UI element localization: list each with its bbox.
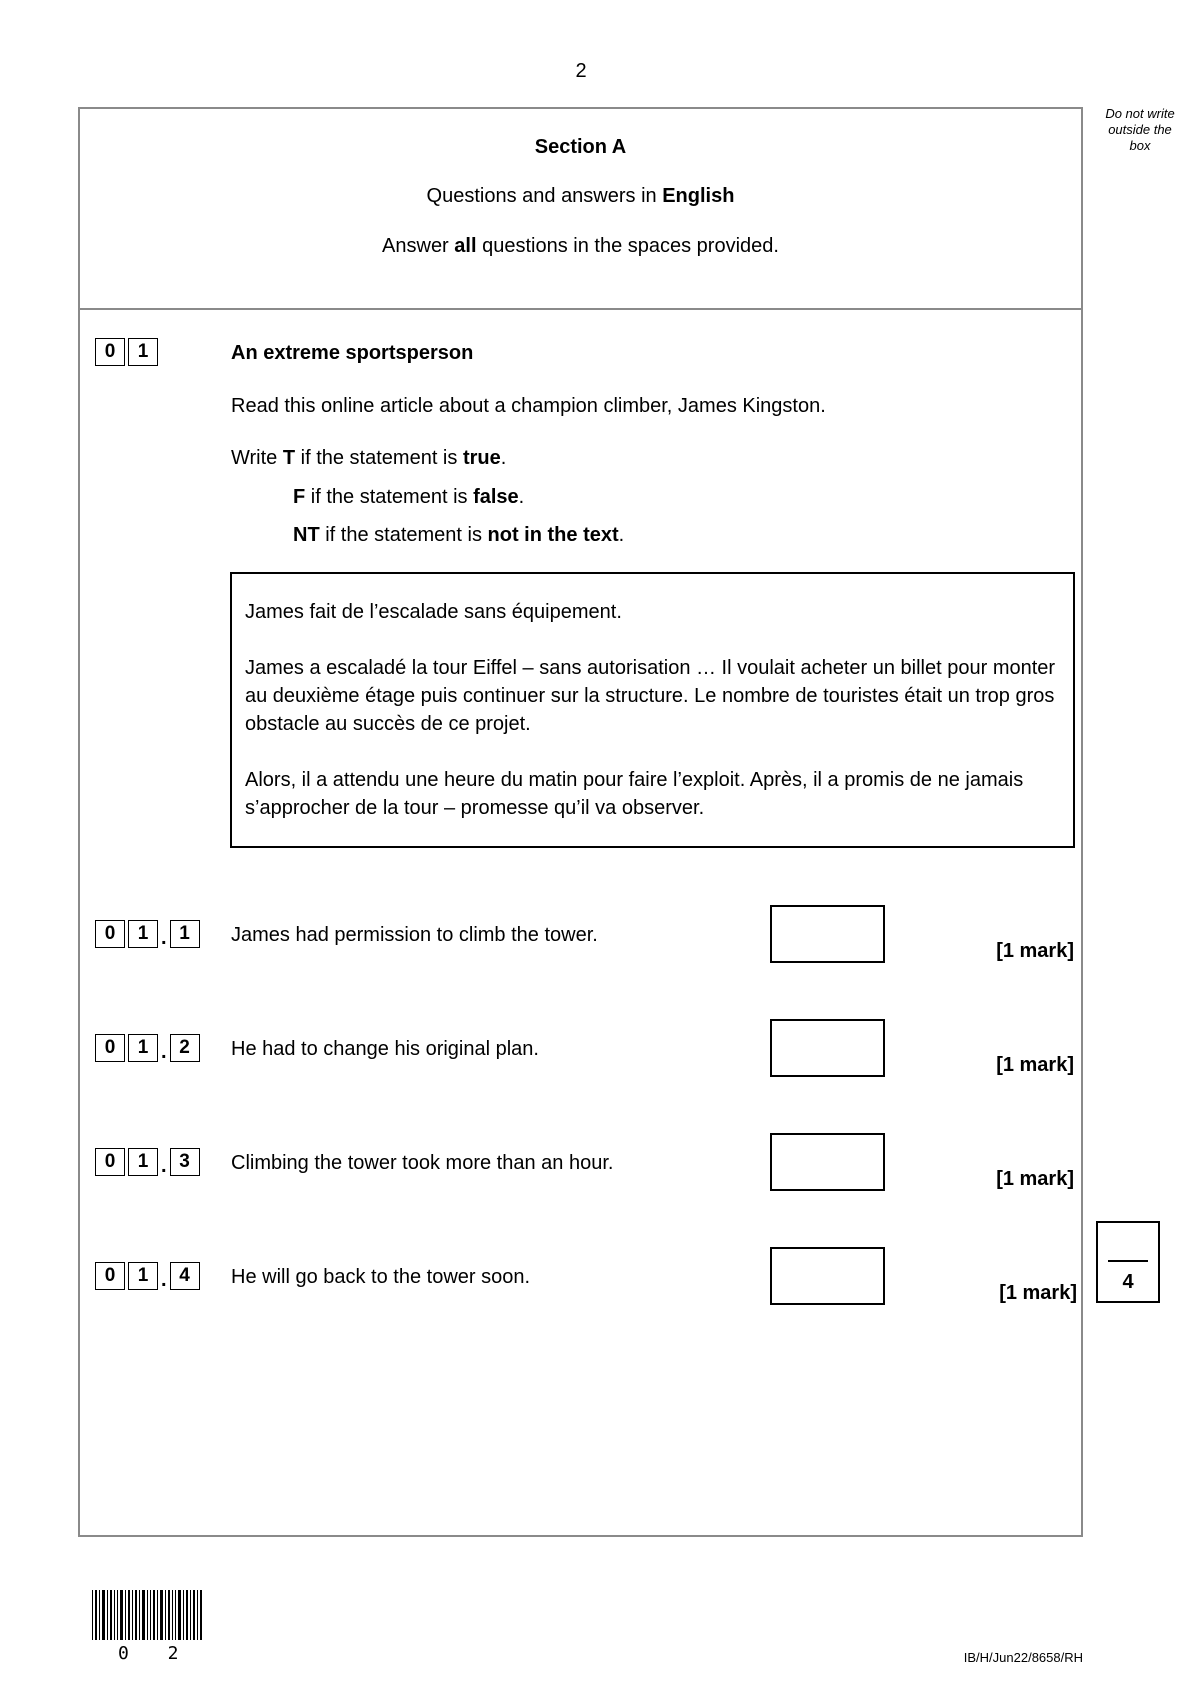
subquestion-dot: . <box>161 1269 167 1291</box>
barcode-icon <box>92 1590 202 1640</box>
subquestion-digit: 2 <box>170 1034 200 1062</box>
subquestion-text: James had permission to climb the tower. <box>231 924 598 946</box>
subquestion-digit: 1 <box>128 1148 158 1176</box>
subquestion-dot: . <box>161 1155 167 1177</box>
instruction-code: T <box>282 447 296 469</box>
section-title: Section A <box>534 136 627 158</box>
answer-box-01-4[interactable] <box>770 1247 885 1305</box>
margin-note <box>1092 106 1188 154</box>
article-paragraph: James fait de l’escalade sans équipement. <box>245 601 622 623</box>
instruction-line-not-in-text <box>293 524 624 547</box>
subquestion-digit: 4 <box>170 1262 200 1290</box>
instruction-keyword: true <box>462 447 501 469</box>
subquestion-dot: . <box>161 1041 167 1063</box>
section-language-bold: English <box>662 185 735 207</box>
margin-note-line: Do not write <box>1105 106 1175 121</box>
instruction-text: . <box>518 486 525 508</box>
article-paragraph: James a escaladé la tour Eiffel – sans autorisation … Il voulait acheter un billet pour monter au deuxième étage puis continuer sur la structure. Le nombre de touristes était un trop gros obstacle au succès de ce projet. <box>245 657 1056 735</box>
subquestion-number <box>95 1148 203 1176</box>
article-paragraph: Alors, il a attendu une heure du matin pour faire l’exploit. Après, il a promis de ne jamais s’approcher de la tour – promesse qu’il va observer. <box>245 769 1024 819</box>
subquestion-text: Climbing the tower took more than an hour. <box>231 1152 614 1174</box>
question-digit: 1 <box>128 338 158 366</box>
mark-label: [1 mark] <box>999 1282 1077 1304</box>
section-instruction-bold: all <box>454 235 477 257</box>
subquestion-digit: 0 <box>95 1262 125 1290</box>
total-marks-line <box>1108 1260 1148 1262</box>
subquestion-digit: 3 <box>170 1148 200 1176</box>
mark-label: [1 mark] <box>996 940 1074 962</box>
answer-box-01-2[interactable] <box>770 1019 885 1077</box>
instruction-text: . <box>618 524 625 546</box>
instruction-text: . <box>500 447 507 469</box>
subquestion-digit: 1 <box>128 1034 158 1062</box>
subquestion-digit: 1 <box>128 920 158 948</box>
instruction-line-true <box>231 447 506 470</box>
barcode-digits: 0 2 <box>118 1643 193 1664</box>
section-language-line <box>78 185 1083 208</box>
section-instruction-text: Answer <box>382 235 455 257</box>
page-number: 2 <box>575 60 587 82</box>
answer-box-01-3[interactable] <box>770 1133 885 1191</box>
instruction-text: if the statement is <box>305 486 474 508</box>
subquestion-dot: . <box>161 927 167 949</box>
subquestion-digit: 1 <box>170 920 200 948</box>
subquestion-digit: 0 <box>95 1148 125 1176</box>
margin-note-line: box <box>1129 138 1151 153</box>
paper-reference-code: IB/H/Jun22/8658/RH <box>963 1650 1083 1665</box>
section-language-text: Questions and answers in <box>426 185 663 207</box>
instruction-text: if the statement is <box>295 447 463 469</box>
article-box <box>230 572 1075 848</box>
subquestion-number <box>95 1262 203 1290</box>
margin-note-line: outside the <box>1108 122 1172 137</box>
instruction-line-false <box>293 486 524 509</box>
mark-label: [1 mark] <box>996 1168 1074 1190</box>
section-divider <box>78 308 1083 310</box>
instruction-text: if the statement is <box>319 524 488 546</box>
subquestion-number <box>95 1034 203 1062</box>
instruction-code: F <box>293 486 306 508</box>
subquestion-number <box>95 920 203 948</box>
question-digit: 0 <box>95 338 125 366</box>
subquestion-digit: 0 <box>95 920 125 948</box>
instruction-keyword: not in the text <box>487 524 619 546</box>
subquestion-digit: 0 <box>95 1034 125 1062</box>
instruction-keyword: false <box>473 486 519 508</box>
section-instruction-line <box>78 235 1083 258</box>
subquestion-text: He had to change his original plan. <box>231 1038 539 1060</box>
question-number <box>95 338 161 366</box>
mark-label: [1 mark] <box>996 1054 1074 1076</box>
instruction-text: Write <box>231 447 283 469</box>
subquestion-digit: 1 <box>128 1262 158 1290</box>
total-marks-box <box>1096 1221 1160 1303</box>
instruction-code: NT <box>293 524 320 546</box>
subquestion-text: He will go back to the tower soon. <box>231 1266 531 1288</box>
total-marks-value: 4 <box>1122 1271 1134 1293</box>
question-intro: Read this online article about a champion climber, James Kingston. <box>231 395 826 417</box>
section-instruction-text-end: questions in the spaces provided. <box>476 235 779 257</box>
answer-box-01-1[interactable] <box>770 905 885 963</box>
question-title: An extreme sportsperson <box>231 342 474 364</box>
